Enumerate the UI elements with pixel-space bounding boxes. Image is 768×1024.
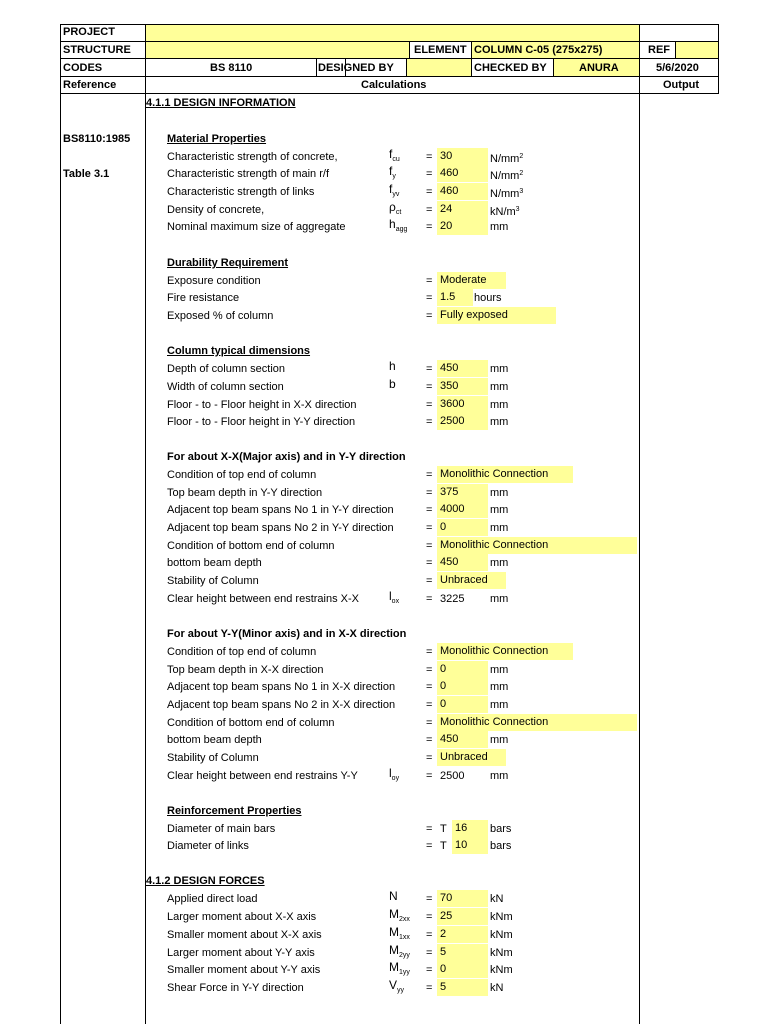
force-row-4-symbol: $M_{1yy}$: [389, 960, 410, 976]
xx-row-5-equals: =: [426, 557, 433, 569]
yy-row-7-equals: =: [426, 770, 433, 782]
yy-row-2-unit: mm: [490, 681, 509, 693]
ref-field[interactable]: [675, 42, 718, 59]
force-row-0-unit: kN: [490, 893, 504, 905]
durability-row-0-equals: =: [426, 275, 433, 287]
force-row-3-value[interactable]: 5: [437, 944, 488, 961]
xx-row-7-value: 3225: [440, 593, 465, 605]
yy-row-4-label: Condition of bottom end of column: [167, 717, 335, 729]
yy-row-7-value: 2500: [440, 770, 465, 782]
force-row-1-value[interactable]: 25: [437, 908, 488, 925]
xx-row-7-symbol: $l_{ox}$: [389, 589, 400, 605]
force-row-1-unit: kNm: [490, 911, 513, 923]
material-row-0-value[interactable]: 30: [437, 148, 488, 165]
xx-row-3-equals: =: [426, 522, 433, 534]
section-412-title: 4.1.2 DESIGN FORCES: [146, 875, 265, 887]
durability-row-1-equals: =: [426, 292, 433, 304]
xx-row-2-equals: =: [426, 504, 433, 516]
xx-row-1-label: Top beam depth in Y-Y direction: [167, 487, 323, 499]
force-row-4-equals: =: [426, 964, 433, 976]
reference-code: BS8110:1985: [63, 133, 131, 145]
dimension-row-1-symbol: b: [389, 377, 396, 391]
reference-label: Reference: [63, 79, 117, 91]
durability-row-0-value[interactable]: Moderate: [437, 272, 506, 289]
xx-row-1-value[interactable]: 375: [437, 484, 488, 501]
durability-row-1-label: Fire resistance: [167, 292, 240, 304]
force-row-0-value[interactable]: 70: [437, 890, 488, 907]
xx-row-2-value[interactable]: 4000: [437, 501, 488, 518]
reinforcement-row-1-value[interactable]: 10: [452, 837, 488, 854]
force-row-2-equals: =: [426, 929, 433, 941]
yy-row-7-symbol: $l_{oy}$: [389, 766, 400, 782]
force-row-0-label: Applied direct load: [167, 893, 258, 905]
dimension-row-1-unit: mm: [490, 381, 509, 393]
force-row-3-symbol: $M_{2yy}$: [389, 943, 410, 959]
yy-row-5-equals: =: [426, 734, 433, 746]
xx-row-3-unit: mm: [490, 522, 509, 534]
yy-row-1-unit: mm: [490, 664, 509, 676]
durability-row-1-unit: hours: [474, 292, 502, 304]
force-row-3-equals: =: [426, 947, 433, 959]
dimensions-heading: Column typical dimensions: [167, 345, 311, 357]
checked-by-value: ANURA: [579, 62, 619, 74]
material-row-4-value[interactable]: 20: [437, 218, 488, 235]
reinforcement-row-0-unit: bars: [490, 823, 512, 835]
yy-row-6-equals: =: [426, 752, 433, 764]
xx-row-0-value[interactable]: Monolithic Connection: [437, 466, 573, 483]
reinforcement-row-0-value[interactable]: 16: [452, 820, 488, 837]
xx-row-0-equals: =: [426, 469, 433, 481]
reinforcement-row-1-equals: =: [426, 840, 433, 852]
xx-row-0-label: Condition of top end of column: [167, 469, 317, 481]
dimension-row-0-symbol: h: [389, 359, 396, 373]
date-value: 5/6/2020: [656, 62, 699, 74]
material-row-4-equals: =: [426, 221, 433, 233]
yy-row-4-value[interactable]: Monolithic Connection: [437, 714, 637, 731]
dimension-row-0-label: Depth of column section: [167, 363, 286, 375]
structure-label: STRUCTURE: [63, 44, 131, 56]
material-row-0-unit: $N/mm^2$: [490, 153, 524, 165]
xx-row-4-value[interactable]: Monolithic Connection: [437, 537, 637, 554]
material-row-1-symbol: $f_y$: [389, 164, 396, 180]
yy-row-7-unit: mm: [490, 770, 509, 782]
material-row-3-label: Density of concrete,: [167, 204, 265, 216]
yy-row-2-value[interactable]: 0: [437, 678, 488, 695]
reinforcement-row-1-prefix: T: [440, 840, 447, 852]
dimension-row-1-label: Width of column section: [167, 381, 284, 393]
force-row-0-equals: =: [426, 893, 433, 905]
force-row-5-label: Shear Force in Y-Y direction: [167, 982, 304, 994]
material-row-3-unit: $kN/m^3$: [490, 206, 520, 218]
material-row-0-label: Characteristic strength of concrete,: [167, 151, 338, 163]
xx-row-4-label: Condition of bottom end of column: [167, 540, 335, 552]
material-row-3-value[interactable]: 24: [437, 201, 488, 218]
xx-row-6-value[interactable]: Unbraced: [437, 572, 506, 589]
material-row-2-unit: $N/mm^3$: [490, 188, 524, 200]
xx-row-5-label: bottom beam depth: [167, 557, 262, 569]
project-field[interactable]: [146, 25, 639, 42]
durability-row-2-label: Exposed % of column: [167, 310, 274, 322]
reinforcement-row-0-equals: =: [426, 823, 433, 835]
xx-heading: For about X-X(Major axis) and in Y-Y direction: [167, 451, 406, 463]
force-row-0-symbol: N: [389, 889, 398, 903]
element-label: ELEMENT: [414, 44, 467, 56]
xx-row-3-label: Adjacent top beam spans No 2 in Y-Y direction: [167, 522, 394, 534]
material-row-4-symbol: $h_{agg}$: [389, 217, 408, 233]
material-row-3-symbol: $\rho_{ct}$: [389, 200, 402, 216]
xx-row-7-unit: mm: [490, 593, 509, 605]
force-row-5-unit: kN: [490, 982, 504, 994]
yy-row-3-label: Adjacent top beam spans No 2 in X-X direction: [167, 699, 396, 711]
dimension-row-3-equals: =: [426, 416, 433, 428]
yy-row-3-value[interactable]: 0: [437, 696, 488, 713]
reinforcement-row-0-prefix: T: [440, 823, 447, 835]
force-row-2-unit: kNm: [490, 929, 513, 941]
force-row-5-equals: =: [426, 982, 433, 994]
reinforcement-heading: Reinforcement Properties: [167, 805, 302, 817]
force-row-5-value[interactable]: 5: [437, 979, 488, 996]
dimension-row-2-value[interactable]: 3600: [437, 396, 488, 413]
dimension-row-0-unit: mm: [490, 363, 509, 375]
yy-row-6-value[interactable]: Unbraced: [437, 749, 506, 766]
material-row-1-unit: $N/mm^2$: [490, 170, 524, 182]
yy-row-1-value[interactable]: 0: [437, 661, 488, 678]
yy-row-6-label: Stability of Column: [167, 752, 259, 764]
xx-row-2-unit: mm: [490, 504, 509, 516]
yy-row-4-equals: =: [426, 717, 433, 729]
dimension-row-3-unit: mm: [490, 416, 509, 428]
yy-row-2-equals: =: [426, 681, 433, 693]
xx-row-1-equals: =: [426, 487, 433, 499]
xx-row-7-label: Clear height between end restrains X-X: [167, 593, 359, 605]
durability-heading: Durability Requirement: [167, 257, 289, 269]
codes-label: CODES: [63, 62, 103, 74]
material-row-2-value[interactable]: 460: [437, 183, 488, 200]
xx-row-4-equals: =: [426, 540, 433, 552]
xx-row-2-label: Adjacent top beam spans No 1 in Y-Y direction: [167, 504, 394, 516]
durability-row-2-equals: =: [426, 310, 433, 322]
force-row-2-label: Smaller moment about X-X axis: [167, 929, 322, 941]
designed-by-field[interactable]: [406, 59, 472, 76]
material-row-3-equals: =: [426, 204, 433, 216]
ref-label: REF: [648, 44, 670, 56]
yy-row-0-value[interactable]: Monolithic Connection: [437, 643, 573, 660]
durability-row-0-label: Exposure condition: [167, 275, 261, 287]
force-row-1-symbol: $M_{2xx}$: [389, 907, 410, 923]
material-row-1-equals: =: [426, 168, 433, 180]
material-row-4-unit: mm: [490, 221, 509, 233]
yy-row-1-equals: =: [426, 664, 433, 676]
yy-row-3-unit: mm: [490, 699, 509, 711]
yy-row-5-unit: mm: [490, 734, 509, 746]
reinforcement-row-1-label: Diameter of links: [167, 840, 249, 852]
yy-row-1-label: Top beam depth in X-X direction: [167, 664, 324, 676]
element-value: COLUMN C-05 (275x275): [474, 44, 603, 56]
codes-value: BS 8110: [210, 62, 253, 74]
dimension-row-1-value[interactable]: 350: [437, 378, 488, 395]
force-row-2-value[interactable]: 2: [437, 926, 488, 943]
dimension-row-0-value[interactable]: 450: [437, 360, 488, 377]
dimension-row-3-value[interactable]: 2500: [437, 413, 488, 430]
force-row-3-unit: kNm: [490, 947, 513, 959]
reinforcement-row-0-label: Diameter of main bars: [167, 823, 276, 835]
dimension-row-0-equals: =: [426, 363, 433, 375]
dimension-row-2-unit: mm: [490, 399, 509, 411]
dimension-row-1-equals: =: [426, 381, 433, 393]
xx-row-6-equals: =: [426, 575, 433, 587]
force-row-4-value[interactable]: 0: [437, 961, 488, 978]
yy-row-7-label: Clear height between end restrains Y-Y: [167, 770, 358, 782]
yy-row-0-label: Condition of top end of column: [167, 646, 317, 658]
xx-row-6-label: Stability of Column: [167, 575, 259, 587]
yy-heading: For about Y-Y(Minor axis) and in X-X direction: [167, 628, 407, 640]
material-row-2-symbol: $f_{yv}$: [389, 182, 400, 198]
material-row-1-label: Characteristic strength of main r/f: [167, 168, 330, 180]
section-411-title: 4.1.1 DESIGN INFORMATION: [146, 97, 296, 109]
force-row-4-label: Smaller moment about Y-Y axis: [167, 964, 321, 976]
durability-row-1-value[interactable]: 1.5: [437, 289, 473, 306]
material-row-2-equals: =: [426, 186, 433, 198]
dimension-row-3-label: Floor - to - Floor height in Y-Y direction: [167, 416, 356, 428]
yy-row-5-label: bottom beam depth: [167, 734, 262, 746]
force-row-4-unit: kNm: [490, 964, 513, 976]
dimension-row-2-label: Floor - to - Floor height in X-X direction: [167, 399, 357, 411]
force-row-3-label: Larger moment about Y-Y axis: [167, 947, 315, 959]
reinforcement-row-1-unit: bars: [490, 840, 512, 852]
xx-row-5-value[interactable]: 450: [437, 554, 488, 571]
xx-row-1-unit: mm: [490, 487, 509, 499]
material-heading: Material Properties: [167, 133, 267, 145]
force-row-2-symbol: $M_{1xx}$: [389, 925, 410, 941]
yy-row-5-value[interactable]: 450: [437, 731, 488, 748]
output-label: Output: [663, 79, 700, 91]
designed-by-label: DESIGNED BY: [318, 62, 394, 74]
xx-row-7-equals: =: [426, 593, 433, 605]
calculations-label: Calculations: [361, 79, 427, 91]
force-row-5-symbol: $V_{yy}$: [389, 978, 405, 994]
material-row-4-label: Nominal maximum size of aggregate: [167, 221, 346, 233]
force-row-1-label: Larger moment about X-X axis: [167, 911, 317, 923]
material-row-2-label: Characteristic strength of links: [167, 186, 315, 198]
durability-row-2-value[interactable]: Fully exposed: [437, 307, 556, 324]
checked-by-label: CHECKED BY: [474, 62, 547, 74]
project-label: PROJECT: [63, 26, 115, 38]
force-row-1-equals: =: [426, 911, 433, 923]
yy-row-2-label: Adjacent top beam spans No 1 in X-X direction: [167, 681, 396, 693]
yy-row-0-equals: =: [426, 646, 433, 658]
xx-row-3-value[interactable]: 0: [437, 519, 488, 536]
reference-table: Table 3.1: [63, 168, 110, 180]
material-row-0-equals: =: [426, 151, 433, 163]
material-row-0-symbol: $f_{cu}$: [389, 147, 400, 163]
structure-field[interactable]: [146, 42, 409, 59]
yy-row-3-equals: =: [426, 699, 433, 711]
dimension-row-2-equals: =: [426, 399, 433, 411]
material-row-1-value[interactable]: 460: [437, 165, 488, 182]
xx-row-5-unit: mm: [490, 557, 509, 569]
